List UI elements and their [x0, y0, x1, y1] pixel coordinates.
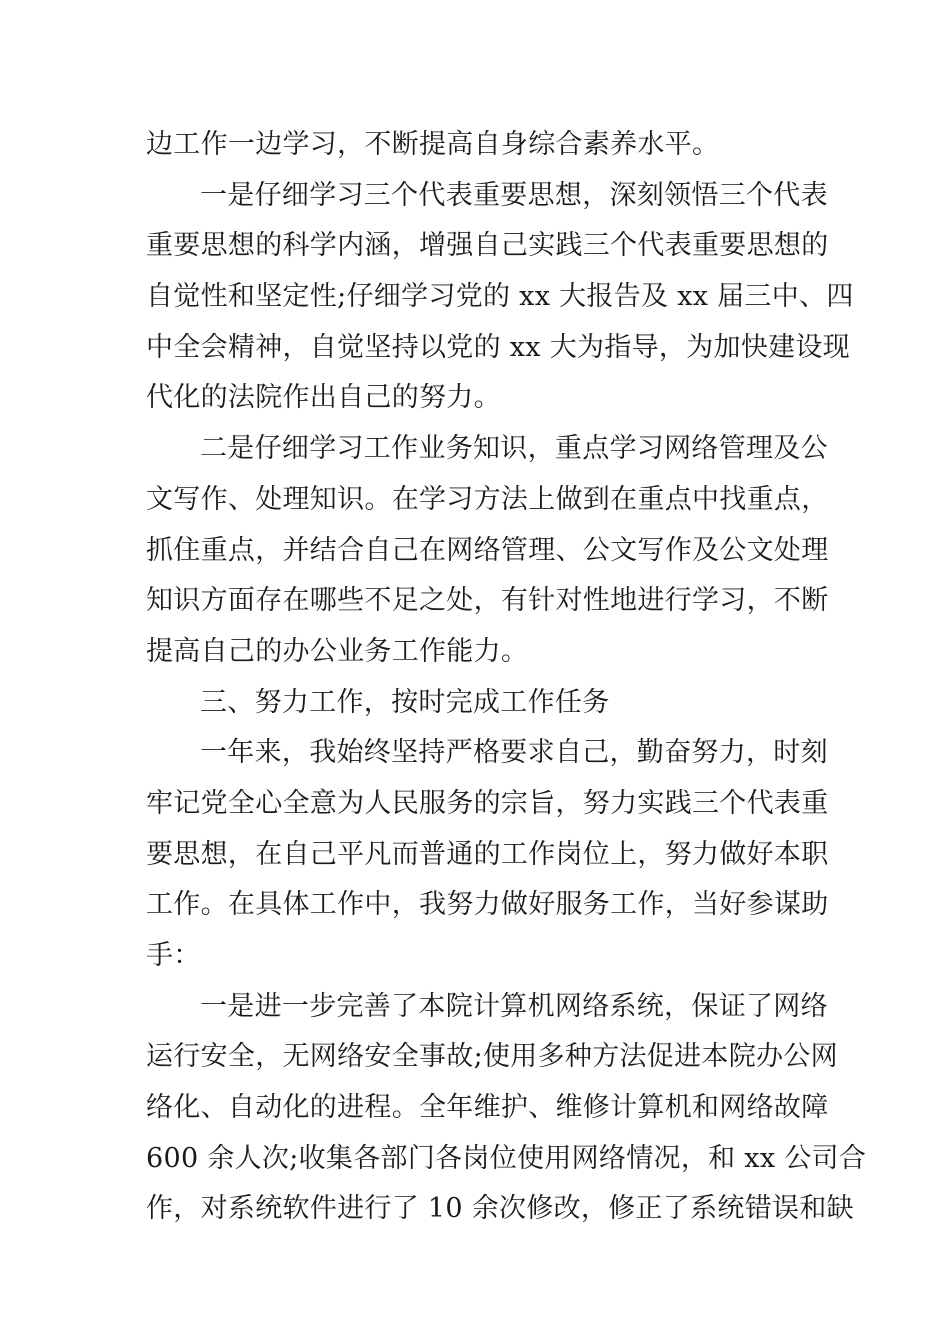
text-line: 作，对系统软件进行了 10 余次修改，修正了系统错误和缺 — [146, 1193, 854, 1225]
paragraph-first-line: 一年来，我始终坚持严格要求自己，勤奋努力，时刻 — [200, 737, 828, 769]
text-line: 牢记党全心全意为人民服务的宗旨，努力实践三个代表重 — [146, 787, 829, 819]
text-line: 运行安全，无网络安全事故;使用多种方法促进本院办公网 — [146, 1041, 838, 1073]
text-line: 络化、自动化的进程。全年维护、维修计算机和网络故障 — [146, 1092, 829, 1124]
text-line: 抓住重点，并结合自己在网络管理、公文写作及公文处理 — [146, 534, 829, 566]
text-line: 要思想，在自己平凡而普通的工作岗位上，努力做好本职 — [146, 838, 829, 870]
text-line: 文写作、处理知识。在学习方法上做到在重点中找重点， — [146, 483, 829, 515]
paragraph-first-line: 一是仔细学习三个代表重要思想，深刻领悟三个代表 — [200, 179, 828, 211]
text-line: 自觉性和坚定性;仔细学习党的 xx 大报告及 xx 届三中、四 — [146, 281, 854, 313]
document-body — [146, 120, 867, 1235]
text-line: 重要思想的科学内涵，增强自己实践三个代表重要思想的 — [146, 230, 829, 262]
paragraph-first-line: 二是仔细学习工作业务知识，重点学习网络管理及公 — [200, 433, 828, 465]
text-line: 工作。在具体工作中，我努力做好服务工作，当好参谋助 — [146, 889, 829, 921]
text-line: 代化的法院作出自己的努力。 — [146, 382, 501, 414]
text-line: 600 余人次;收集各部门各岗位使用网络情况，和 xx 公司合 — [146, 1142, 867, 1174]
text-line: 提高自己的办公业务工作能力。 — [146, 635, 529, 667]
text-line: 中全会精神，自觉坚持以党的 xx 大为指导，为加快建设现 — [146, 331, 851, 363]
section-heading: 三、努力工作，按时完成工作任务 — [200, 686, 610, 718]
text-line: 边工作一边学习，不断提高自身综合素养水平。 — [146, 129, 720, 160]
text-line: 知识方面存在哪些不足之处，有针对性地进行学习，不断 — [146, 585, 829, 617]
paragraph-first-line: 一是进一步完善了本院计算机网络系统，保证了网络 — [200, 990, 828, 1022]
text-line: 手： — [146, 940, 201, 971]
